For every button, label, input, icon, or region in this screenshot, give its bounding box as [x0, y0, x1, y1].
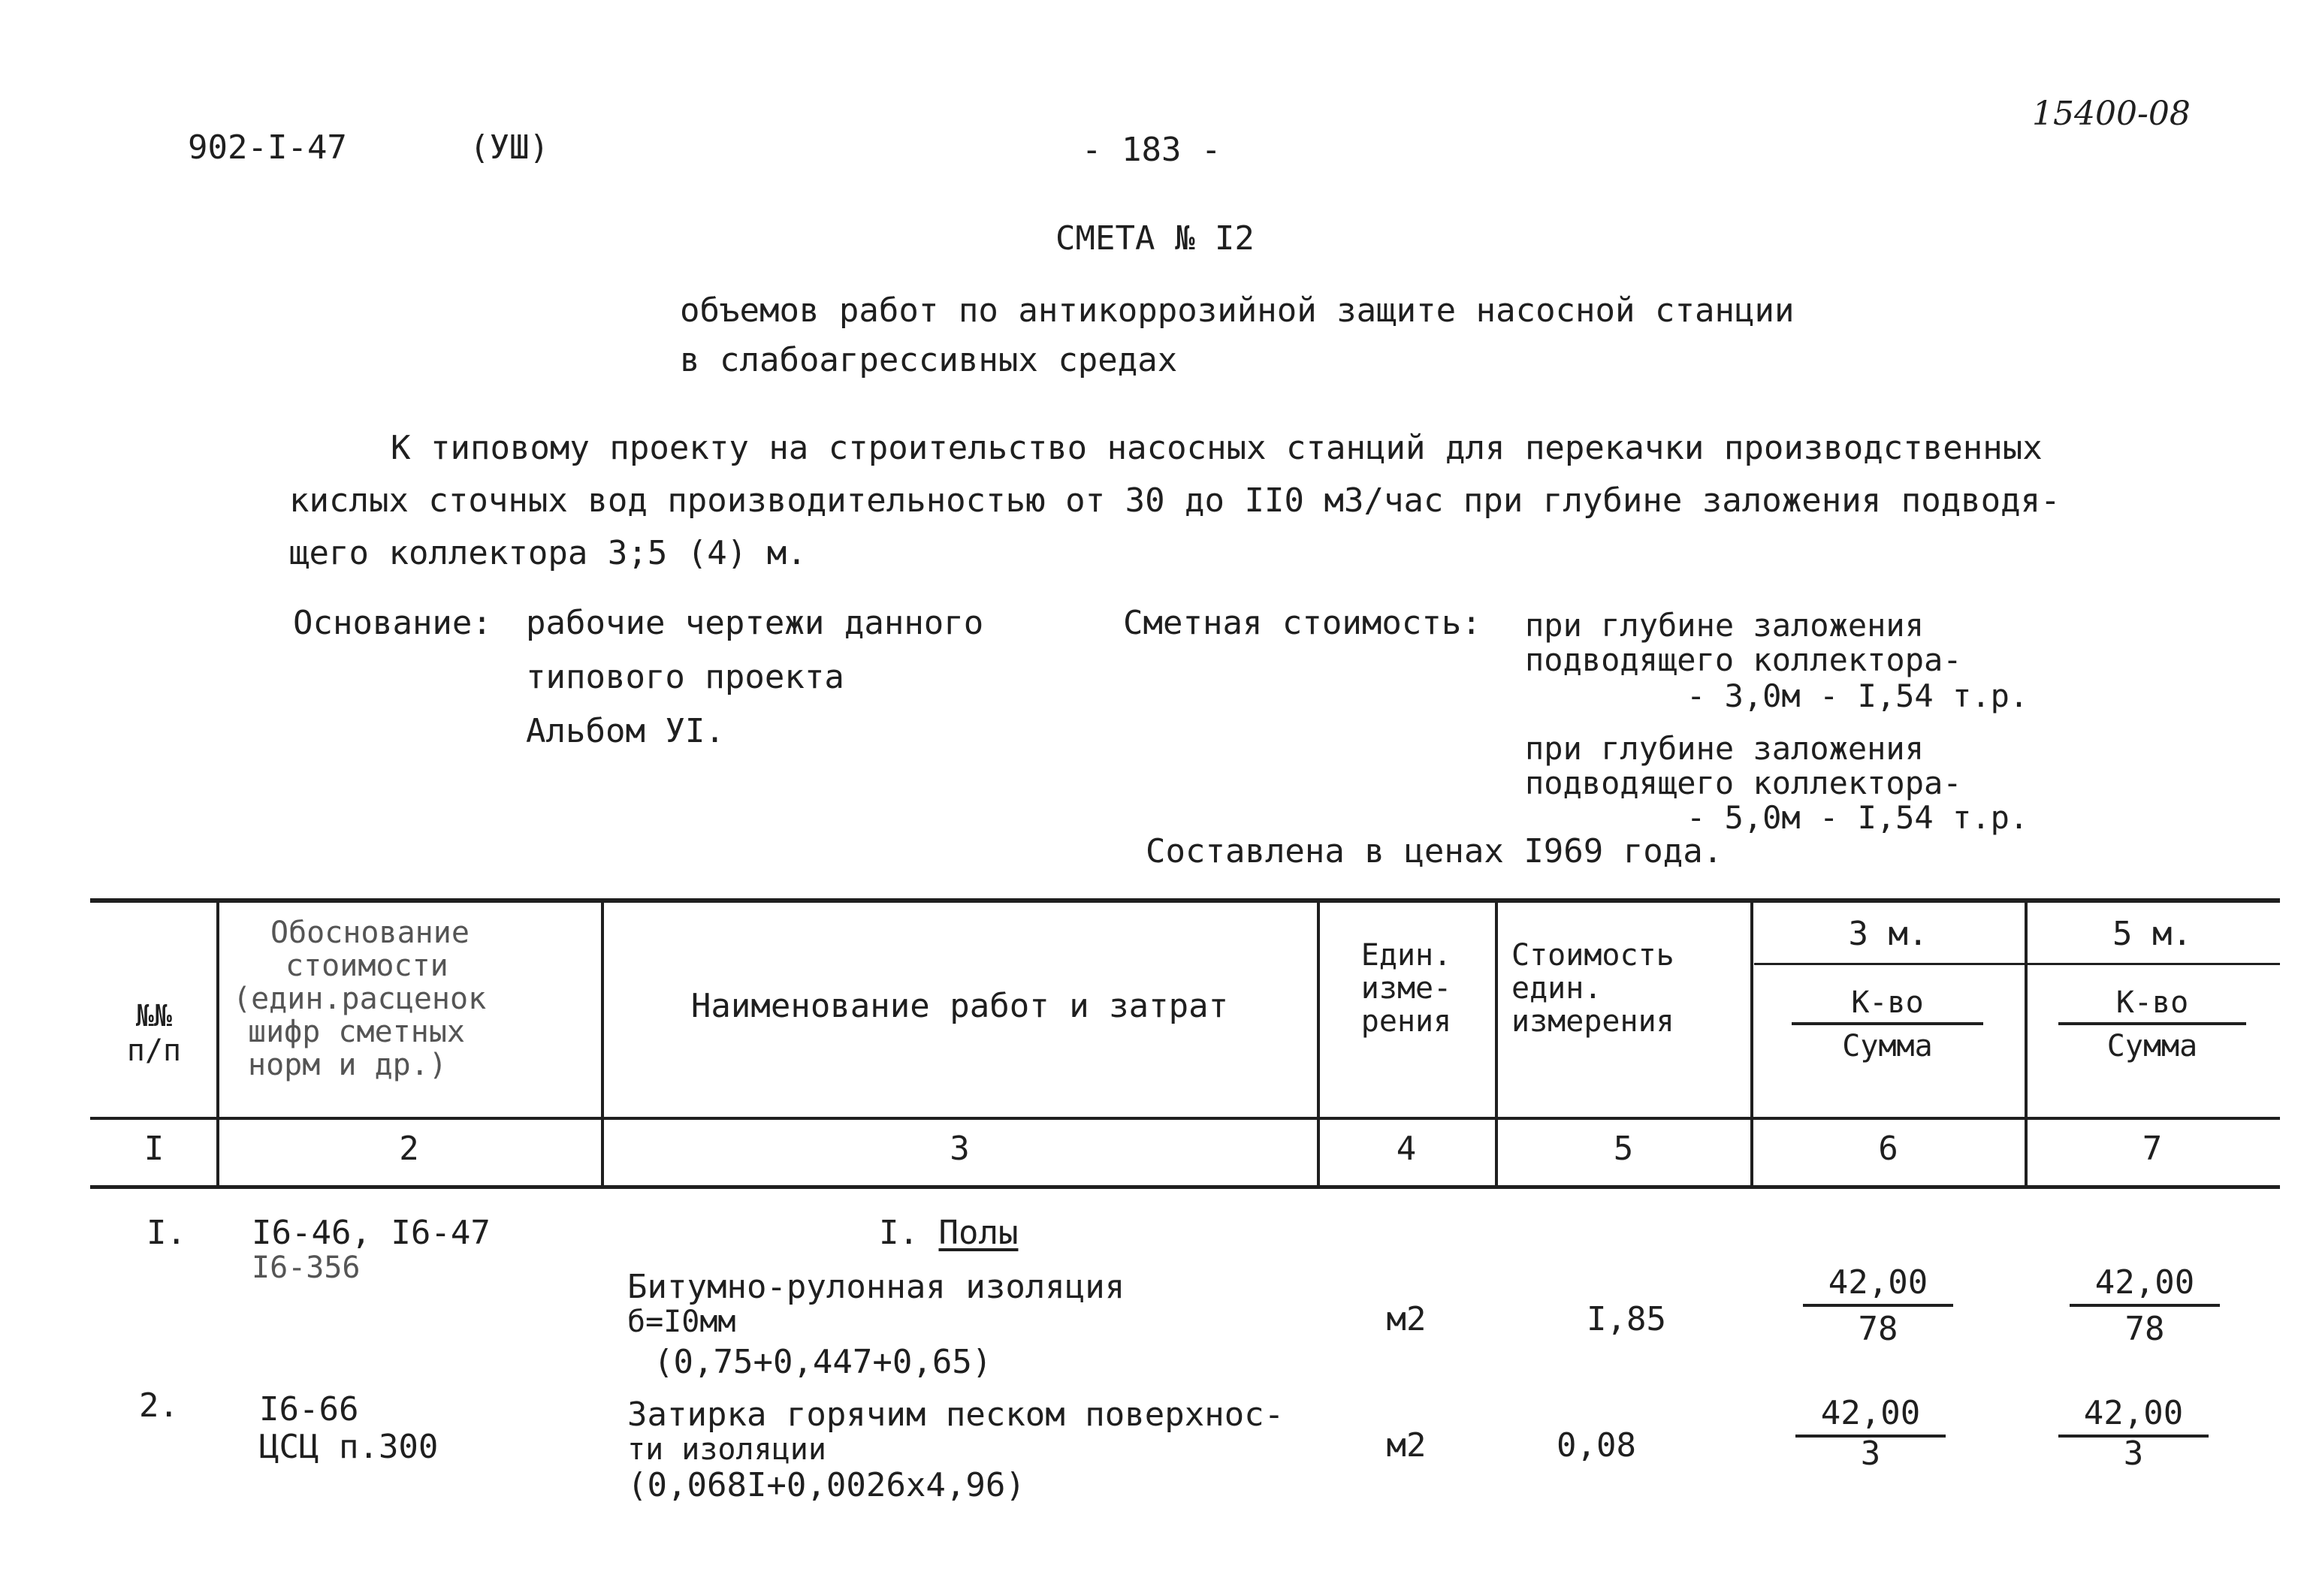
- header-number-line: №№: [135, 999, 173, 1033]
- header-group-5m: 5 м.: [2112, 915, 2192, 953]
- header-number-line: п/п: [126, 1033, 182, 1068]
- header-basis-line: норм и др.): [248, 1048, 447, 1082]
- row-qty-sum-3m: [1803, 1263, 1953, 1348]
- header-group-3m: 3 м.: [1848, 915, 1928, 953]
- prices-note: Составлена в ценах I969 года.: [1146, 832, 1723, 870]
- row-unit-price: I,85: [1587, 1300, 1666, 1338]
- document-title: СМЕТА № I2: [1055, 219, 1255, 258]
- row-basis-line: I6-356: [252, 1251, 361, 1285]
- row-name-line: ти изоляции: [627, 1432, 826, 1467]
- basis-label: Основание:: [293, 604, 492, 642]
- header-basis: [225, 916, 597, 1082]
- header-unit-line: рения: [1360, 1004, 1452, 1039]
- header-sum-5m: Сумма: [2106, 1029, 2198, 1063]
- row-qty-sum-5m: [2070, 1263, 2220, 1348]
- row-number: 2.: [139, 1386, 179, 1425]
- header-qty-sum-3m: [1792, 985, 1983, 1063]
- estimate-depth5-line-1: при глубине заложения: [1525, 730, 1925, 767]
- table-col-divider: [1495, 901, 1498, 1189]
- row-basis-line: I6-46, I6-47: [252, 1214, 491, 1252]
- row-name-line: Затирка горячим песком поверхнос-: [627, 1395, 1285, 1434]
- table-col-divider: [2025, 901, 2028, 1189]
- estimate-depth3-line-3: - 3,0м - I,54 т.р.: [1686, 677, 2029, 714]
- row-number: I.: [146, 1214, 186, 1252]
- column-number: 2: [399, 1130, 419, 1168]
- column-number: 5: [1613, 1130, 1634, 1168]
- column-number: I: [143, 1130, 165, 1168]
- column-number: 7: [2142, 1130, 2163, 1168]
- header-unit-price: [1511, 939, 1748, 1038]
- table-group-rule: [1754, 963, 2280, 965]
- row-qty-sum-3m: [1795, 1394, 1946, 1473]
- estimate-depth3-line-1: при глубине заложения: [1525, 607, 1925, 644]
- row-name-line: Битумно-рулонная изоляция: [627, 1268, 1125, 1306]
- header-qty-sum-5m: [2058, 985, 2246, 1063]
- table-col-divider: [601, 901, 604, 1189]
- header-unit-price-line: измерения: [1511, 1004, 1674, 1039]
- table-col-divider: [1317, 901, 1320, 1189]
- table-top-rule: [90, 898, 2280, 903]
- column-number: 6: [1878, 1130, 1898, 1168]
- header-work-name: Наименование работ и затрат: [690, 987, 1229, 1025]
- row-qty-5m: 42,00: [2070, 1266, 2220, 1307]
- row-unit-price: 0,08: [1557, 1426, 1636, 1465]
- estimate-depth5-line-3: - 5,0м - I,54 т.р.: [1686, 799, 2029, 836]
- header-unit-line: изме-: [1360, 971, 1452, 1006]
- row-qty-5m: 42,00: [2058, 1397, 2209, 1438]
- header-unit: [1321, 939, 1492, 1038]
- row-name-line: (0,75+0,447+0,65): [654, 1343, 992, 1381]
- header-unit-price-line: Стоимость: [1511, 938, 1674, 973]
- basis-line-2: типового проекта: [526, 658, 844, 696]
- row-sum-5m: 78: [2124, 1310, 2165, 1348]
- table-col-divider: [1750, 901, 1753, 1189]
- intro-line-1: К типовому проекту на строительство насосных станций для перекачки производственных: [391, 429, 2043, 467]
- estimate-label: Сметная стоимость:: [1123, 604, 1481, 642]
- document-code: 902-I-47: [188, 128, 347, 167]
- header-unit-line: Един.: [1360, 938, 1452, 973]
- row-sum-5m: 3: [2123, 1435, 2144, 1473]
- subtitle-line-2: в слабоагрессивных средах: [680, 341, 1178, 379]
- section-heading: [879, 1214, 1019, 1252]
- volume-label: (УШ): [470, 128, 549, 167]
- page-number: - 183 -: [1082, 131, 1221, 169]
- row-sum-3m: 3: [1860, 1435, 1881, 1473]
- section-title: Полы: [938, 1214, 1019, 1252]
- header-qty-5m: К-во: [2058, 988, 2246, 1025]
- row-name-line: б=I0мм: [627, 1305, 736, 1339]
- row-unit: м2: [1386, 1300, 1427, 1338]
- header-basis-line: Обоснование: [270, 916, 470, 950]
- basis-line-1: рабочие чертежи данного: [526, 604, 984, 642]
- row-name-line: (0,068I+0,0026х4,96): [627, 1466, 1025, 1504]
- header-unit-price-line: един.: [1511, 971, 1602, 1006]
- row-qty-3m: 42,00: [1795, 1397, 1946, 1438]
- header-number: [94, 999, 214, 1068]
- row-sum-3m: 78: [1858, 1310, 1898, 1348]
- header-qty-3m: К-во: [1792, 988, 1983, 1025]
- intro-line-2: кислых сточных вод производительностью от 30 до II0 м3/час при глубине заложения подводя-: [289, 481, 2061, 520]
- table-numbers-rule: [90, 1185, 2280, 1189]
- section-number: I.: [879, 1214, 919, 1252]
- subtitle-line-1: объемов работ по антикоррозийной защите насосной станции: [680, 291, 1795, 330]
- row-basis-line: I6-66: [259, 1390, 359, 1429]
- table-header-rule: [90, 1117, 2280, 1120]
- header-basis-line: шифр сметных: [248, 1015, 465, 1049]
- estimate-depth5-line-2: подводящего коллектора-: [1525, 765, 1962, 801]
- row-qty-3m: 42,00: [1803, 1266, 1953, 1307]
- header-sum-3m: Сумма: [1842, 1029, 1933, 1063]
- intro-line-3: щего коллектора 3;5 (4) м.: [289, 534, 807, 572]
- header-basis-line: (един.расценок: [233, 982, 487, 1016]
- row-basis-line: ЦСЦ п.300: [259, 1428, 439, 1466]
- stamp-number: 15400-08: [2032, 95, 2191, 133]
- column-number: 3: [950, 1130, 970, 1168]
- column-number: 4: [1396, 1130, 1417, 1168]
- row-unit: м2: [1386, 1426, 1427, 1465]
- header-basis-line: стоимости: [285, 949, 448, 983]
- row-qty-sum-5m: [2058, 1394, 2209, 1473]
- basis-line-3: Альбом УI.: [526, 712, 725, 750]
- estimate-depth3-line-2: подводящего коллектора-: [1525, 641, 1962, 678]
